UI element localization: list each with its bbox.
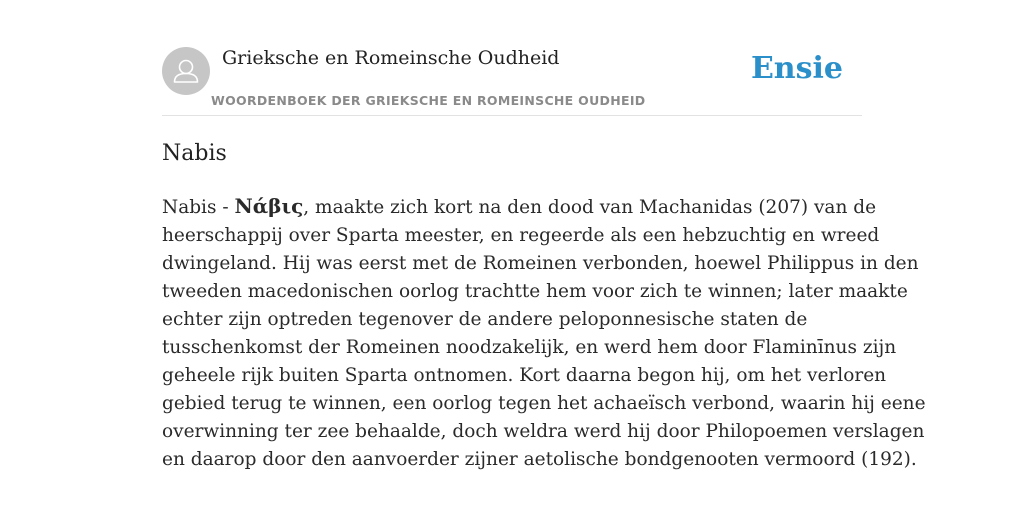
entry-line-text: , maakte zich kort na den dood van Machanidas (207) van de [303, 197, 877, 218]
entry-line: echter zijn optreden tegenover de andere peloponnesische staten de [162, 309, 808, 330]
entry-title: Nabis [162, 141, 227, 166]
avatar[interactable] [162, 47, 210, 95]
entry-line: heerschappij over Sparta meester, en regeerde als een hebzuchtig en wreed [162, 225, 880, 246]
source-title[interactable]: Grieksche en Romeinsche Oudheid [222, 47, 560, 69]
entry-line: tweeden macedonischen oorlog trachtte hem voor zich te winnen; later maakte [162, 281, 908, 302]
entry-lead-prefix: Nabis - [162, 197, 235, 218]
entry-line: dwingeland. Hij was eerst met de Romeinen verbonden, hoewel Philippus in den [162, 253, 919, 274]
entry-line: overwinning ter zee behaalde, doch weldra werd hij door Philopoemen verslagen [162, 421, 925, 442]
brand-logo[interactable]: Ensie [750, 51, 843, 86]
entry-body [162, 192, 926, 474]
user-icon [162, 47, 210, 95]
source-header [162, 46, 862, 116]
entry-line: geheele rijk buiten Sparta ontnomen. Kort daarna begon hij, om het verloren [162, 365, 887, 386]
entry-line: en daarop door den aanvoerder zijner aetolische bondgenooten vermoord (192). [162, 449, 917, 470]
entry-line: gebied terug te winnen, een oorlog tegen het achaeïsch verbond, waarin hij eene [162, 393, 926, 414]
entry-line [162, 192, 877, 222]
header-divider [162, 115, 862, 116]
greek-term: Νάβις [234, 194, 304, 218]
entry-line: tusschenkomst der Romeinen noodzakelijk, en werd hem door Flaminīnus zijn [162, 337, 897, 358]
source-subtitle: WOORDENBOEK DER GRIEKSCHE EN ROMEINSCHE OUDHEID [211, 93, 646, 108]
